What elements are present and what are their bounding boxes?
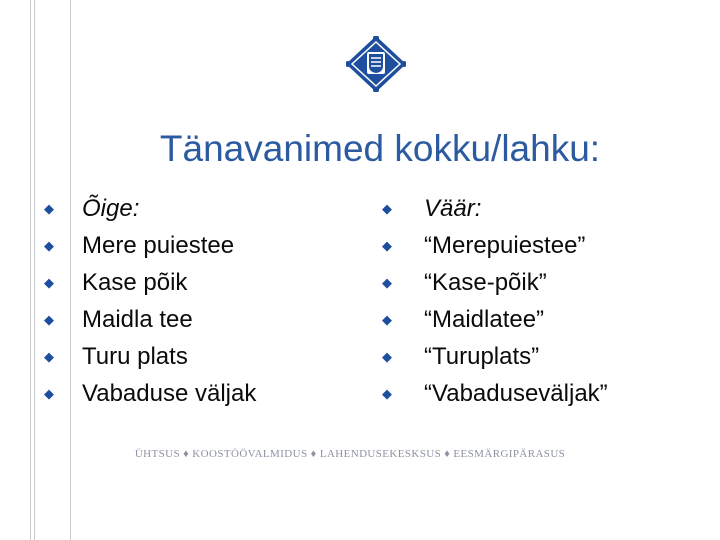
diamond-bullet-icon: ◆ xyxy=(44,238,54,253)
diamond-bullet-icon: ◆ xyxy=(382,349,392,364)
wrong-item: “Vabaduseväljak” xyxy=(424,380,608,407)
correct-item: Kase põik xyxy=(82,269,188,296)
diamond-bullet-icon: ◆ xyxy=(44,275,54,290)
diamond-bullet-icon: ◆ xyxy=(44,349,54,364)
correct-item: Turu plats xyxy=(82,343,188,370)
wrong-item: “Turuplats” xyxy=(424,343,540,370)
diamond-bullet-icon: ◆ xyxy=(44,386,54,401)
correct-item: Vabaduse väljak xyxy=(82,380,257,407)
correct-heading: Õige: xyxy=(82,195,140,222)
diamond-bullet-icon: ◆ xyxy=(382,201,392,216)
footer-motto: ÜHTSUS ♦ KOOSTÖÖVALMIDUS ♦ LAHENDUSEKESKSUS ♦ EESMÄRGIPÄRASUS xyxy=(134,448,566,460)
diamond-bullet-icon: ◆ xyxy=(44,312,54,327)
emblem-icon xyxy=(346,36,406,92)
diamond-bullet-icon: ◆ xyxy=(382,275,392,290)
slide-title: Tänavanimed kokku/lahku: xyxy=(159,128,601,169)
wrong-item: “Kase-põik” xyxy=(424,269,547,296)
diamond-bullet-icon: ◆ xyxy=(382,386,392,401)
correct-item: Maidla tee xyxy=(82,306,193,333)
diamond-bullet-icon: ◆ xyxy=(382,312,392,327)
wrong-item: “Merepuiestee” xyxy=(424,232,586,259)
diamond-bullet-icon: ◆ xyxy=(44,201,54,216)
wrong-heading: Väär: xyxy=(424,195,482,222)
correct-item: Mere puiestee xyxy=(82,232,235,259)
diamond-bullet-icon: ◆ xyxy=(382,238,392,253)
wrong-item: “Maidlatee” xyxy=(424,306,545,333)
